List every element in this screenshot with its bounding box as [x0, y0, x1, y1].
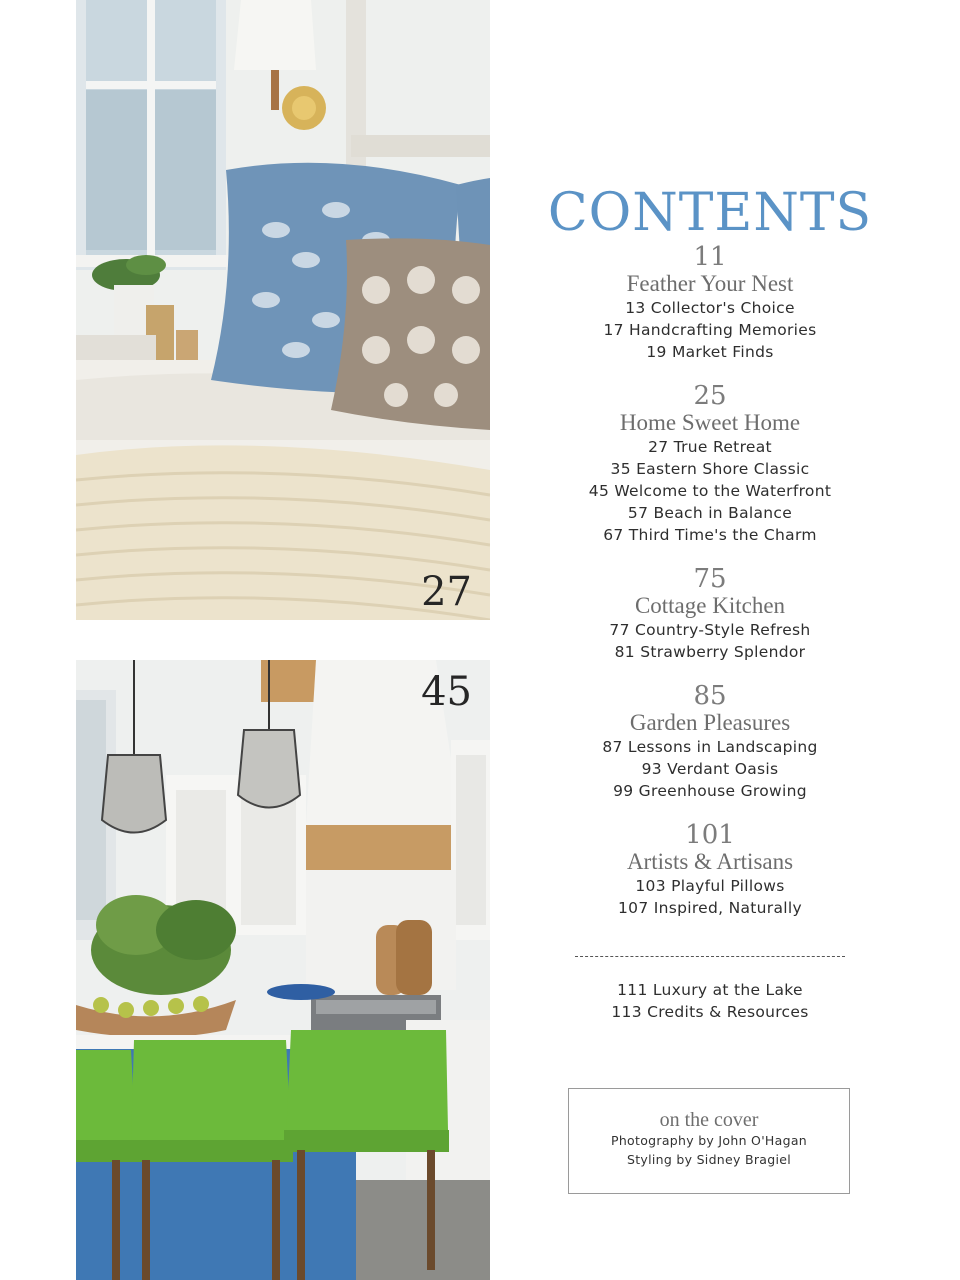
table-of-contents [530, 243, 890, 938]
contents-title: CONTENTS [547, 182, 873, 243]
kitchen-illustration [76, 660, 490, 1280]
toc-section [530, 821, 890, 919]
toc-entry[interactable]: 103 Playful Pillows [635, 877, 785, 895]
toc-entry[interactable]: 87 Lessons in Landscaping [602, 738, 818, 756]
kitchen-photo [76, 660, 490, 1280]
toc-entry[interactable]: 99 Greenhouse Growing [613, 782, 807, 800]
bedroom-illustration [76, 0, 490, 620]
cover-heading: on the cover [659, 1109, 759, 1131]
bedroom-photo [76, 0, 490, 620]
toc-entry[interactable]: 35 Eastern Shore Classic [610, 460, 810, 478]
toc-section [530, 243, 890, 363]
section-page-number[interactable]: 11 [693, 242, 727, 272]
section-title[interactable]: Cottage Kitchen [634, 593, 786, 618]
toc-entry[interactable]: 45 Welcome to the Waterfront [588, 482, 832, 500]
toc-divider [575, 956, 845, 957]
toc-extra-entries [530, 979, 890, 1023]
toc-section [530, 565, 890, 663]
section-title[interactable]: Artists & Artisans [626, 849, 794, 874]
toc-entry[interactable]: 77 Country-Style Refresh [609, 621, 811, 639]
section-title[interactable]: Home Sweet Home [619, 410, 801, 435]
toc-entry[interactable]: 107 Inspired, Naturally [618, 899, 802, 917]
photo-page-number-27: 27 [421, 569, 472, 615]
toc-entry[interactable]: 19 Market Finds [646, 343, 774, 361]
toc-section [530, 682, 890, 802]
cover-credit-box [568, 1088, 850, 1194]
section-page-number[interactable]: 75 [693, 564, 727, 594]
toc-entry[interactable]: 81 Strawberry Splendor [614, 643, 806, 661]
section-page-number[interactable]: 25 [693, 381, 727, 411]
toc-entry[interactable]: 27 True Retreat [648, 438, 772, 456]
toc-entry[interactable]: 113 Credits & Resources [611, 1003, 809, 1021]
photo-page-number-45: 45 [421, 669, 472, 715]
section-page-number[interactable]: 101 [685, 820, 735, 850]
toc-entry[interactable]: 111 Luxury at the Lake [617, 981, 803, 999]
toc-section [530, 382, 890, 546]
cover-photography-credit: Photography by John O'Hagan [610, 1133, 808, 1148]
toc-entry[interactable]: 57 Beach in Balance [627, 504, 793, 522]
toc-entry[interactable]: 17 Handcrafting Memories [603, 321, 817, 339]
toc-entry[interactable]: 93 Verdant Oasis [641, 760, 779, 778]
cover-styling-credit: Styling by Sidney Bragiel [626, 1152, 792, 1167]
toc-entry[interactable]: 13 Collector's Choice [625, 299, 795, 317]
section-title[interactable]: Garden Pleasures [629, 710, 791, 735]
section-page-number[interactable]: 85 [693, 681, 727, 711]
section-title[interactable]: Feather Your Nest [626, 271, 794, 296]
toc-entry[interactable]: 67 Third Time's the Charm [603, 526, 817, 544]
